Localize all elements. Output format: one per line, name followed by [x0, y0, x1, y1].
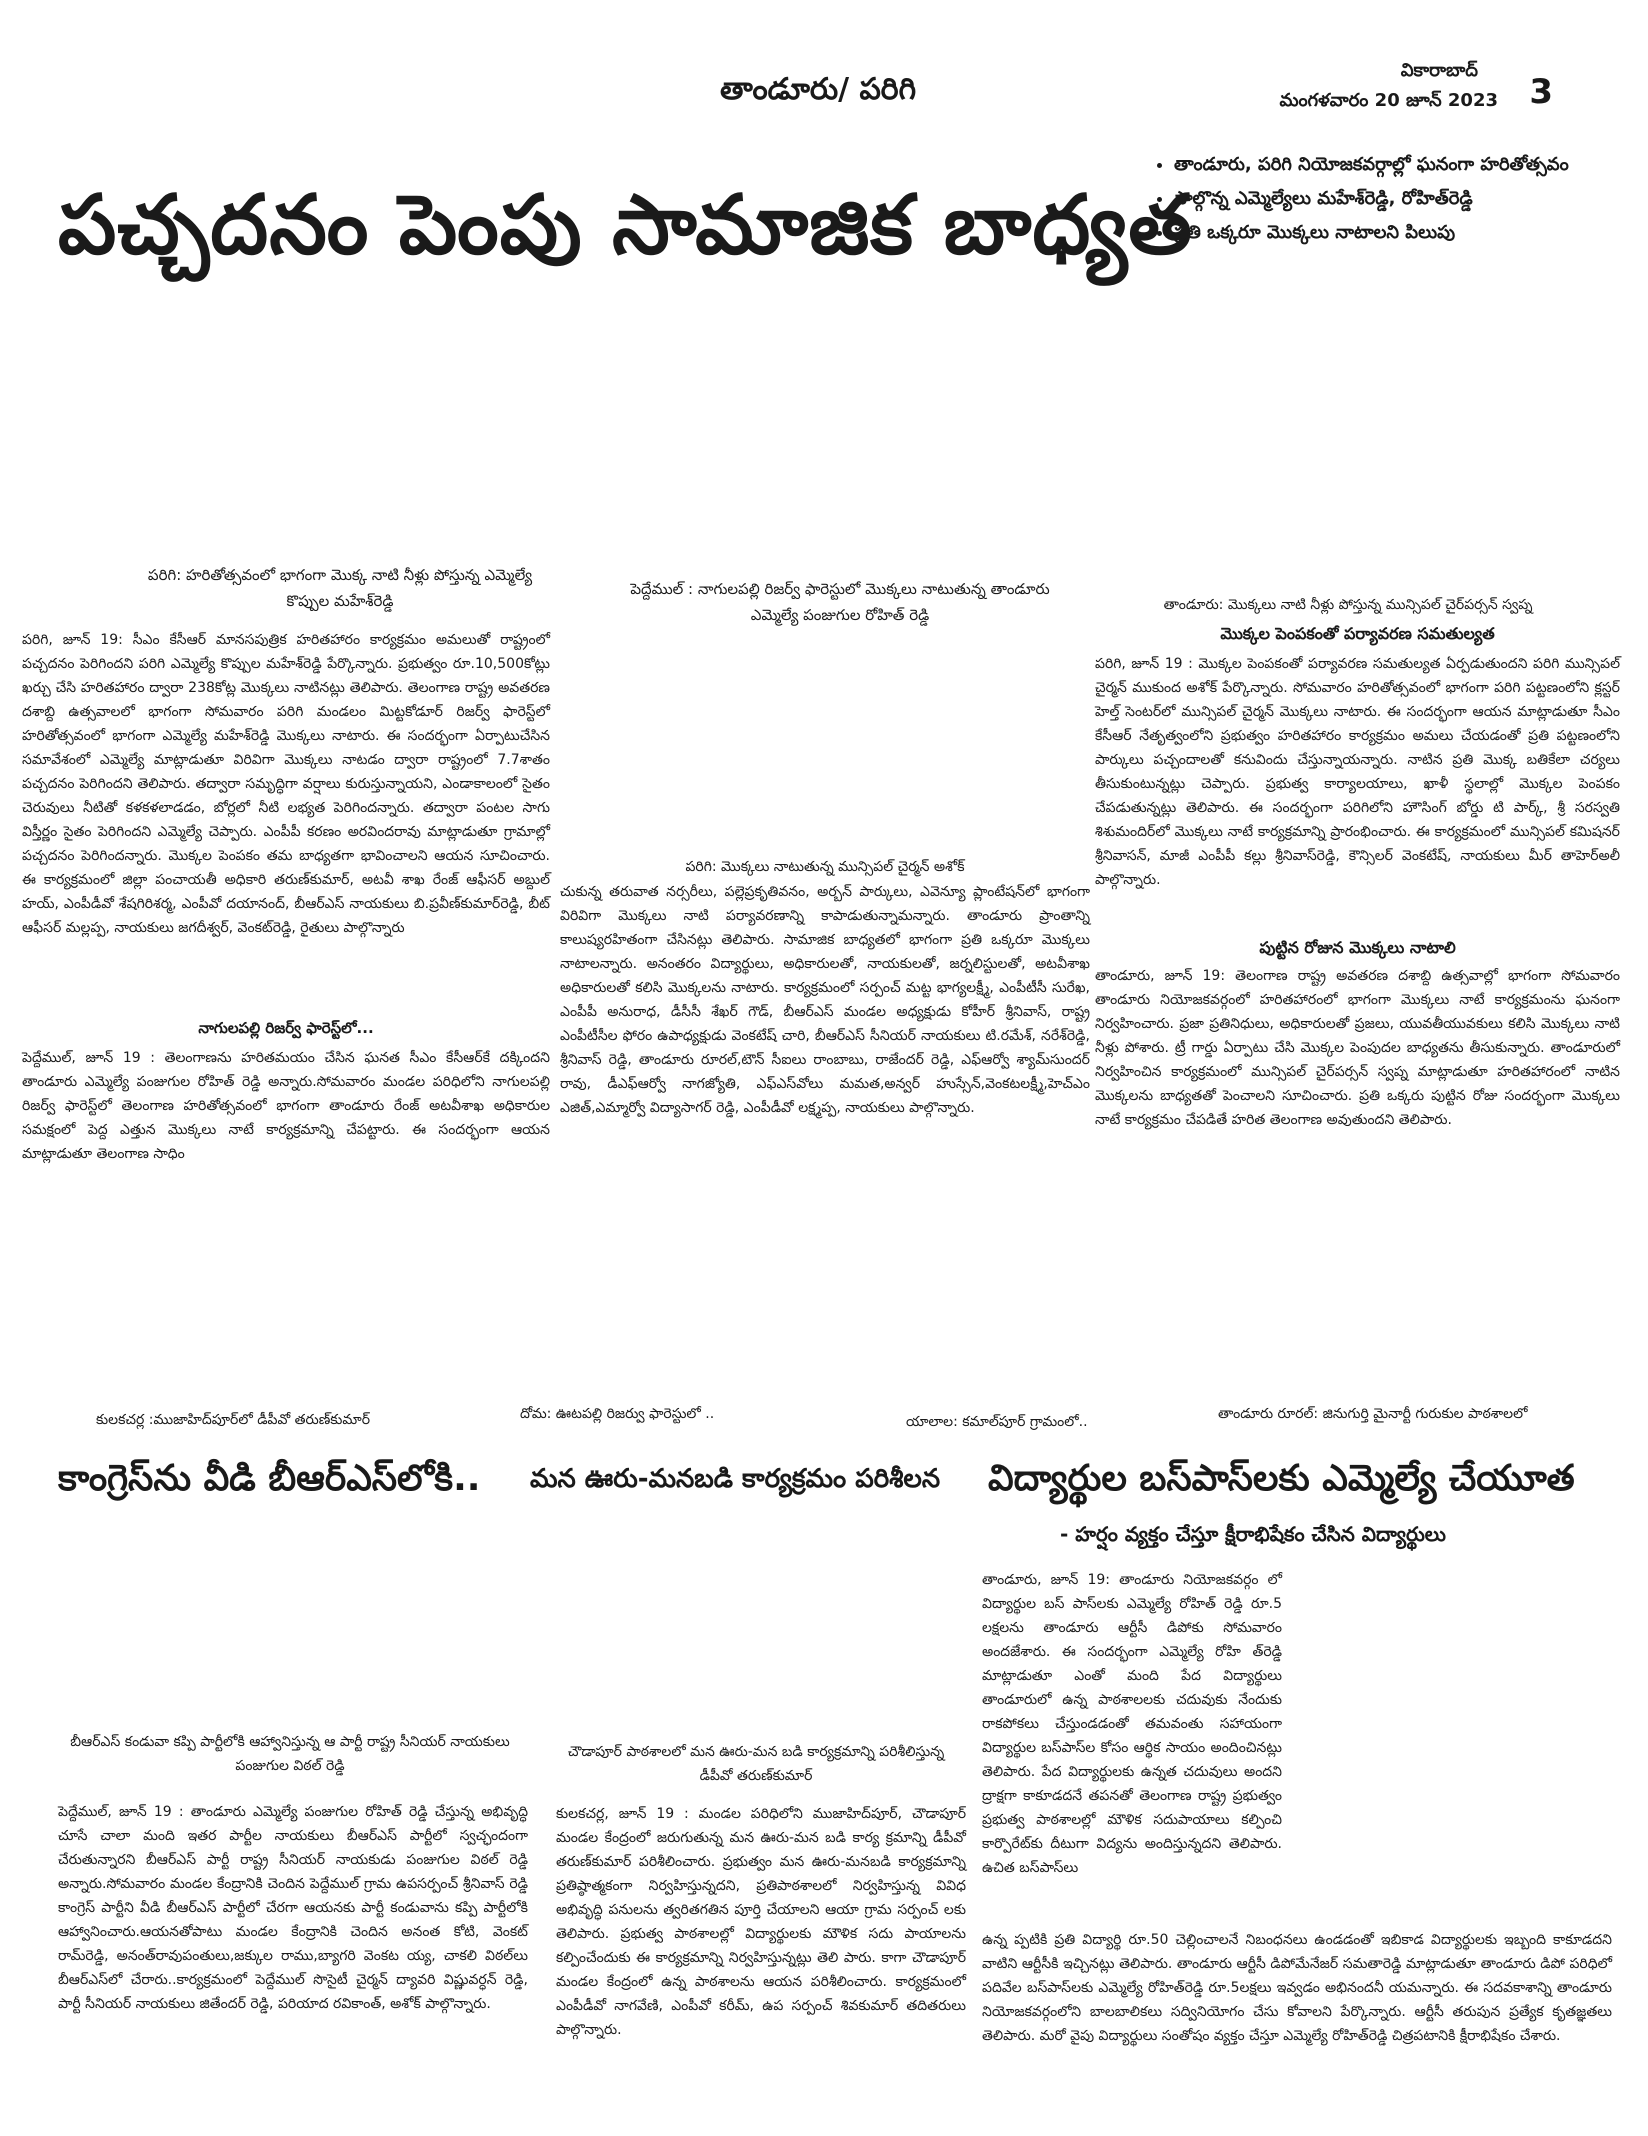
photo-caption-doma: దోమ: ఊటపల్లి రిజర్వు ఫారెస్టులో ..	[520, 1406, 715, 1422]
photo-caption-yalala: యాలాల: కమాల్‌పూర్ గ్రామంలో..	[906, 1414, 1088, 1430]
section-title: తాండూరు/ పరిగి	[720, 72, 917, 107]
photo-caption-peddemul: పెద్దేముల్ : నాగులపల్లి రిజర్వ్ ఫారెస్టులో మొక్కలు నాటుతున్న తాండూరు ఎమ్మెల్యే పంజుగుల రోహిత్ రెడ్డి	[630, 580, 1050, 624]
photo-caption-tandur: తాండూరు: మొక్కలు నాటి నీళ్లు పోస్తున్న మున్సిపల్ చైర్‌పర్సన్ స్వప్న	[1163, 597, 1533, 613]
story3-subhead: - హర్షం వ్యక్తం చేస్తూ క్షీరాభిషేకం చేసిన విద్యార్థులు	[1060, 1522, 1446, 1546]
birthday-plants-subhead: పుట్టిన రోజున మొక్కలు నాటాలి	[1259, 938, 1456, 957]
lead-bullet: • పాల్గొన్న ఎమ్మెల్యేలు మహేశ్‌రెడ్డి, రోహిత్‌రెడ్డి	[1174, 182, 1614, 216]
story1-photo-caption: బీఆర్‌ఎస్ కండువా కప్పి పార్టీలోకి ఆహ్వానిస్తున్న ఆ పార్టీ రాష్ట్ర సీనియర్ నాయకులు పంజుగుల విఠల్ రెడ్డి	[70, 1734, 510, 1774]
story3-headline: విద్యార్థుల బస్‌పాస్‌లకు ఎమ్మెల్యే చేయూత	[988, 1458, 1575, 1499]
photo-caption-pargi: పరిగి: హరితోత్సవంలో భాగంగా మొక్క నాటి నీళ్లు పోస్తున్న ఎమ్మెల్యే కొప్పుల మహేశ్‌రెడ్డి	[147, 566, 533, 610]
nagulapalli-article-body: పెద్దేముల్, జూన్ 19 : తెలంగాణను హరితమయం చేసిన ఘనత సీఎం కేసీఆర్‌కే దక్కిందని తాండూరు ఎమ్మెల్యే పంజుగుల రోహిత్ రెడ్డి అన్నారు.సోమవారం మండల పరిధిలోని నాగులపల్లి రిజర్వ్ ఫారెస్ట్‌లో తెలంగాణ హరితోత్సవంలో భాగంగా తాండూరు రేంజ్ అటవీశాఖ అధికారుల సమక్షంలో పెద్ద ఎత్తున మొక్కలు నాటే కార్యక్రమాన్ని చేపట్టారు. ఈ సందర్భంగా ఆయన మాట్లాడుతూ తెలంగాణ సాధిం	[22, 1050, 550, 1162]
pargi-article-body: పరిగి, జూన్ 19: సీఎం కేసీఆర్ మానసపుత్రిక హరితహారం కార్యక్రమం అమలుతో రాష్ట్రంలో పచ్చదనం పెరిగిందని పరిగి ఎమ్మెల్యే కొప్పుల మహేశ్‌రెడ్డి పేర్కొన్నారు. ప్రభుత్వం రూ.10,500కోట్లు ఖర్చు చేసి హరితహారం ద్వారా 238కోట్ల మొక్కలు నాటినట్లు తెలిపారు. తెలంగాణ రాష్ట్ర అవతరణ దశాబ్ది ఉత్సవాలలో భాగంగా సోమవారం పరిగి మండలం మిట్టకోడూర్ రిజర్వ్ ఫారెస్ట్‌లో హరితోత్సవంలో భాగంగా ఎమ్మెల్యే మహేశ్‌రెడ్డి మొక్కలు నాటారు. ఈ సందర్భంగా ఏర్పాటుచేసిన సమావేశంలో ఎమ్మెల్యే మాట్లాడుతూ విరివిగా మొక్కలు నాటడం ద్వారా రాష్ట్రంలో 7.7శాతం పచ్చదనం పెరిగిందని తెలిపారు. తద్వారా సమృద్ధిగా వర్షాలు కురుస్తున్నాయని, ఎండాకాలంలో సైతం చెరువులు నీటితో కళకళలాడడం, బోర్లలో నీటి లభ్యత పెరిగిందన్నారు. తద్వారా పంటల సాగు విస్తీర్ణం సైతం పెరిగిందని ఎమ్మెల్యే చెప్పారు. ఎంపీపీ కరణం అరవిందరావు మాట్లాడుతూ గ్రామాల్లో పచ్చదనం పెరిగిందన్నారు. మొక్కల పెంపకం తమ బాధ్యతగా భావించాలని ఆయన సూచించారు. ఈ కార్యక్రమంలో జిల్లా పంచాయతీ అధికారి తరుణ్‌కుమార్, అటవీ శాఖ రేంజ్ ఆఫీసర్ అబ్దుల్ హయ్, ఎంపీడీవో శేషగిరిశర్మ, ఎంపీవో దయానంద్, బీఆర్‌ఎస్ నాయకులు బి.ప్రవీణ్‌కుమార్‌రెడ్డి, బీట్ ఆఫీసర్ మల్లప్ప, నాయకులు జగదీశ్వర్, వెంకట్‌రెడ్డి, రైతులు పాల్గొన్నారు	[22, 632, 550, 936]
page-number: 3	[1529, 72, 1553, 112]
story3-body-narrow: తాండూరు, జూన్ 19: తాండూరు నియోజకవర్గం లో విద్యార్థుల బస్ పాస్‌లకు ఎమ్మెల్యే రోహిత్ రెడ్డి రూ.5 లక్షలను తాండూరు ఆర్టీసీ డిపోకు సోమవారం అందజేశారు. ఈ సందర్భంగా ఎమ్మెల్యే రోహి త్‌రెడ్డి మాట్లాడుతూ ఎంతో మంది పేద విద్యార్థులు తాండూరులో ఉన్న పాఠశాలలకు చదువుకు నేందుకు రాకపోకలు చేస్తుండడంతో తమవంతు సహాయంగా విద్యార్థుల బస్‌పాస్‌ల కోసం ఆర్థిక సాయం అందించినట్లు తెలిపారు. పేద విద్యార్థులకు ఉన్నత చదువులు అందని ద్రాక్షగా కాకూడదనే తపనతో తెలంగాణ రాష్ట్ర ప్రభుత్వం ప్రభుత్వ పాఠశాలల్లో మౌళిక సదుపాయాలు కల్పించి కార్పొరేట్‌కు దీటుగా విద్యను అందిస్తున్నదని తెలిపారు. ఉచిత బస్‌పాస్‌లు	[982, 1572, 1282, 1876]
story2-body: కులకచర్ల, జూన్ 19 : మండల పరిధిలోని ముజాహిద్‌పూర్, చౌడాపూర్ మండల కేంద్రంలో జరుగుతున్న మన ఊరు-మన బడి కార్య క్రమాన్ని డీపీవో తరుణ్‌కుమార్ పరిశీలించారు. ప్రభుత్వం మన ఊరు-మనబడి కార్యక్రమాన్ని ప్రతిష్ఠాత్మకంగా నిర్వహిస్తున్నదని, ప్రతిపాఠశాలలో నిర్వహిస్తున్న వివిధ అభివృద్ధి పనులను త్వరితగతిన పూర్తి చేయాలని ఆయా గ్రామ సర్పంచ్ లకు తెలిపారు. ప్రభుత్వ పాఠశాలల్లో విద్యార్థులకు మౌళిక సదు పాయాలను కల్పించేందుకు ఈ కార్యక్రమాన్ని నిర్వహిస్తున్నట్లు తెలి పారు. కాగా చౌడాపూర్ మండల కేంద్రంలో ఉన్న పాఠశాలను ఆయన పరిశీలించారు. కార్యక్రమంలో ఎంపీడీవో నాగవేణి, ఎంపీవో కరీమ్, ఉప సర్పంచ్ శివకుమార్ తదితరులు పాల్గొన్నారు.	[556, 1806, 966, 2038]
lead-headline: పచ్చదనం పెంపు సామాజిక బాధ్యత	[58, 178, 1194, 273]
environment-balance-subhead: మొక్కల పెంపకంతో పర్యావరణ సమతుల్యత	[1220, 624, 1495, 643]
story1-body: పెద్దేముల్, జూన్ 19 : తాండూరు ఎమ్మెల్యే పంజుగుల రోహిత్ రెడ్డి చేస్తున్న అభివృద్ధి చూసే చాలా మంది ఇతర పార్టీల నాయకులు బీఆర్‌ఎస్ పార్టీలో స్వచ్ఛందంగా చేరుతున్నారని బీఆర్‌ఎస్ పార్టీ రాష్ట్ర సీనియర్ నాయకుడు పంజుగుల విఠల్ రెడ్డి అన్నారు.సోమవారం మండల కేంద్రానికి చెందిన పెద్దేముల్ గ్రామ ఉపసర్పంచ్ శ్రీనివాస్ రెడ్డి కాంగ్రెస్ పార్టీని వీడి బీఆర్‌ఎస్ పార్టీలో చేరగా ఆయనకు పార్టీ కండువాను కప్పి పార్టీలోకి ఆహ్వానించారు.ఆయనతోపాటు మండల కేంద్రానికి చెందిన అనంత కోటి, వెంకట్ రామ్‌రెడ్డి, అనంత్‌రావుపంతులు,జక్కుల రాము,బ్యాగరి వెంకట య్య, చాకలి విఠల్‌లు బీఆర్‌ఎస్‌లో చేరారు..కార్యక్రమంలో పెద్దేముల్ సొసైటీ చైర్మన్ ద్యావరి విష్ణువర్ధన్ రెడ్డి, పార్టీ సీనియర్ నాయకులు జితేందర్ రెడ్డి, పరియాద రవికాంత్, అశోక్ పాల్గొన్నారు.	[58, 1804, 528, 2012]
nagulapalli-article-continued: చుకున్న తరువాత నర్సరీలు, పల్లెప్రకృతివనం, అర్బన్ పార్కులు, ఎవెన్యూ ప్లాంటేషన్‌లో భాగంగా విరివిగా మొక్కలు నాటి పర్యావరణాన్ని కాపాడుతున్నామన్నారు. తాండూరు ప్రాంతాన్ని కాలుష్యరహితంగా చేసినట్లు తెలిపారు. సామాజిక బాధ్యతలో భాగంగా ప్రతి ఒక్కరూ మొక్కలు నాటాలన్నారు. అనంతరం విద్యార్థులు, అధికారులతో, నాయకులతో, జర్నలిస్టులతో, అటవీశాఖ అధికారులతో కలిసి మొక్కలను నాటారు. కార్యక్రమంలో సర్పంచ్ మట్ట భాగ్యలక్ష్మీ, ఎంపీటీసీ సురేఖ, ఎంపీపీ అనురాధ, డీసీసీ శేఖర్ గౌడ్, బీఆర్‌ఎస్ మండల అధ్యక్షుడు కోహీర్ శ్రీనివాస్, రాష్ట్ర ఎంపీటీసీల ఫోరం ఉపాధ్యక్షుడు వెంకటేష్ చారి, బీఆర్‌ఎస్ సీనియర్ నాయకులు టి.రమేశ్, నరేశ్‌రెడ్డి, శ్రీనివాస్ రెడ్డి, తాండూరు రూరల్,టౌన్ సీఐలు రాంబాబు, రాజేందర్ రెడ్డి, ఎఫ్‌ఆర్వో శ్యామ్‌సుందర్ రావు, డీఎఫ్‌ఆర్వో నాగజ్యోతి, ఎఫ్‌ఎస్‌వోలు మమత,అన్వర్ హుస్సేన్,వెంకటలక్ష్మీ,హెచ్‌ఎం ఎజిత్,ఎమ్మార్వో విద్యాసాగర్ రెడ్డి, ఎంపీడీవో లక్ష్మప్ప, నాయకులు పాల్గొన్నారు.	[560, 884, 1090, 1116]
story2-photo-caption: చౌడాపూర్ పాఠశాలలో మన ఊరు-మన బడి కార్యక్రమాన్ని పరిశీలిస్తున్న డీపీవో తరుణ్‌కుమార్	[567, 1744, 945, 1784]
story3-body-wide: ఉన్న ప్పటికి ప్రతి విద్యార్థి రూ.50 చెల్లించాలనే నిబంధనలు ఉండడంతో ఇబికాడ విద్యార్థులకు ఇబ్బంది కాకూడదని వాటిని ఆర్టీసీకి ఇచ్చినట్లు తెలిపారు. తాండూరు ఆర్టీసీ డిపోమేనేజర్ సమతారెడ్డి మాట్లాడుతూ తాండూరు డిపో పరిధిలో పదివేల బస్‌పాస్‌లకు ఎమ్మెల్యే రోహిత్‌రెడ్డి రూ.5లక్షలు ఇవ్వడం అభినందనీ యమన్నారు. ఈ సదవకాశాన్ని తాండూరు నియోజకవర్గంలోని బాలబాలికలు సద్వినియోగం చేసు కోవాలని పేర్కొన్నారు. ఆర్టీసీ తరుపున ప్రత్యేక కృతజ్ఞతలు తెలిపారు. మరో వైపు విద్యార్థులు సంతోషం వ్యక్తం చేస్తూ ఎమ్మెల్యే రోహిత్‌రెడ్డి చిత్రపటానికి క్షీరాభిషేకం చేశారు.	[982, 1932, 1612, 2044]
environment-balance-body: పరిగి, జూన్ 19 : మొక్కల పెంపకంతో పర్యావరణ సమతుల్యత ఏర్పడుతుందని పరిగి మున్సిపల్ చైర్మన్ ముకుంద అశోక్ పేర్కొన్నారు. సోమవారం హరితోత్సవంలో భాగంగా పరిగి పట్టణంలోని క్లస్టర్ హెల్త్ సెంటర్‌లో మున్సిపల్ చైర్మన్ మొక్కలు నాటారు. ఈ సందర్భంగా ఆయన మాట్లాడుతూ సీఎం కేసీఆర్ నేతృత్వంలోని ప్రభుత్వం హరితహారం కార్యక్రమం అమలు చేయడంతో ప్రతి పట్టణంలోని పార్కులు పచ్చందాలతో కనువిందు చేస్తున్నాయన్నారు. నాటిన ప్రతి మొక్క బతికేలా చర్యలు తీసుకుంటున్నట్లు చెప్పారు. ప్రభుత్వ కార్యాలయాలు, ఖాళీ స్థలాల్లో మొక్కల పెంపకం చేపడుతున్నట్లు తెలిపారు. ఈ సందర్భంగా పరిగిలోని హౌసింగ్ బోర్డు టి పార్క్, శ్రీ సరస్వతి శిశుమందిర్‌లో మొక్కలు నాటే కార్యక్రమాన్ని ప్రారంభించారు. ఈ కార్యక్రమంలో మున్సిపల్ కమిషనర్ శ్రీనివాసన్, మాజీ ఎంపీపీ కల్లు శ్రీనివాస్‌రెడ్డి, కౌన్సిలర్ వెంకటేష్, నాయకులు మీర్ తాహెర్‌అలీ పాల్గొన్నారు.	[1095, 656, 1620, 888]
lead-bullet: • ప్రతి ఒక్కరూ మొక్కలు నాటాలని పిలుపు	[1174, 216, 1614, 250]
story1-headline: కాంగ్రెస్‌ను వీడి బీఆర్‌ఎస్‌లోకి..	[58, 1458, 481, 1499]
lead-bullets	[1150, 148, 1614, 250]
edition-date: మంగళవారం 20 జూన్ 2023	[1279, 90, 1498, 111]
photo-caption-tandur-rural: తాండూరు రూరల్: జినుగుర్తి మైనార్టీ గురుకుల పాఠశాలలో	[1218, 1406, 1528, 1422]
lead-bullet: • తాండూరు, పరిగి నియోజకవర్గాల్లో ఘనంగా హరితోత్సవం	[1174, 148, 1614, 182]
birthday-plants-body: తాండూరు, జూన్ 19: తెలంగాణ రాష్ట్ర అవతరణ దశాబ్ది ఉత్సవాల్లో భాగంగా సోమవారం తాండూరు నియోజకవర్గంలో హరితహారంలో భాగంగా మొక్కలు నాటే కార్యక్రమంను ఘనంగా నిర్వహించారు. ప్రజా ప్రతినిధులు, అధికారులతో ప్రజలు, యువతీయువకులు కలిసి మొక్కలు నాటి నీళ్లు పోశారు. ట్రీ గార్డు ఏర్పాటు చేసి మొక్కల పెంపుదల బాధ్యతను తీసుకున్నారు. తాండూరులో నిర్వహించిన కార్యక్రమంలో మున్సిపల్ చైర్‌పర్సన్ స్వప్న మాట్లాడుతూ హరితహారంలో నాటిన మొక్కలను బాధ్యతతో పెంచాలని సూచించారు. ప్రతి ఒక్కరు పుట్టిన రోజు సందర్భంగా మొక్కలు నాటే కార్యక్రమం చేపడితే హరిత తెలంగాణ అవుతుందని తెలిపారు.	[1095, 968, 1620, 1128]
edition-place: వికారాబాద్	[1400, 60, 1478, 81]
photo-caption-pargi-ashok: పరిగి: మొక్కలు నాటుతున్న మున్సిపల్ చైర్మన్ అశోక్	[685, 859, 965, 875]
photo-caption-kulkacharla: కులకచర్ల :ముజాహిద్‌పూర్‌లో డీపీవో తరుణ్‌కుమార్	[96, 1412, 371, 1428]
story2-headline: మన ఊరు-మనబడి కార్యక్రమం పరిశీలన	[530, 1464, 941, 1494]
nagulapalli-subhead: నాగులపల్లి రిజర్వ్ ఫారెస్ట్‌లో...	[198, 1019, 374, 1037]
